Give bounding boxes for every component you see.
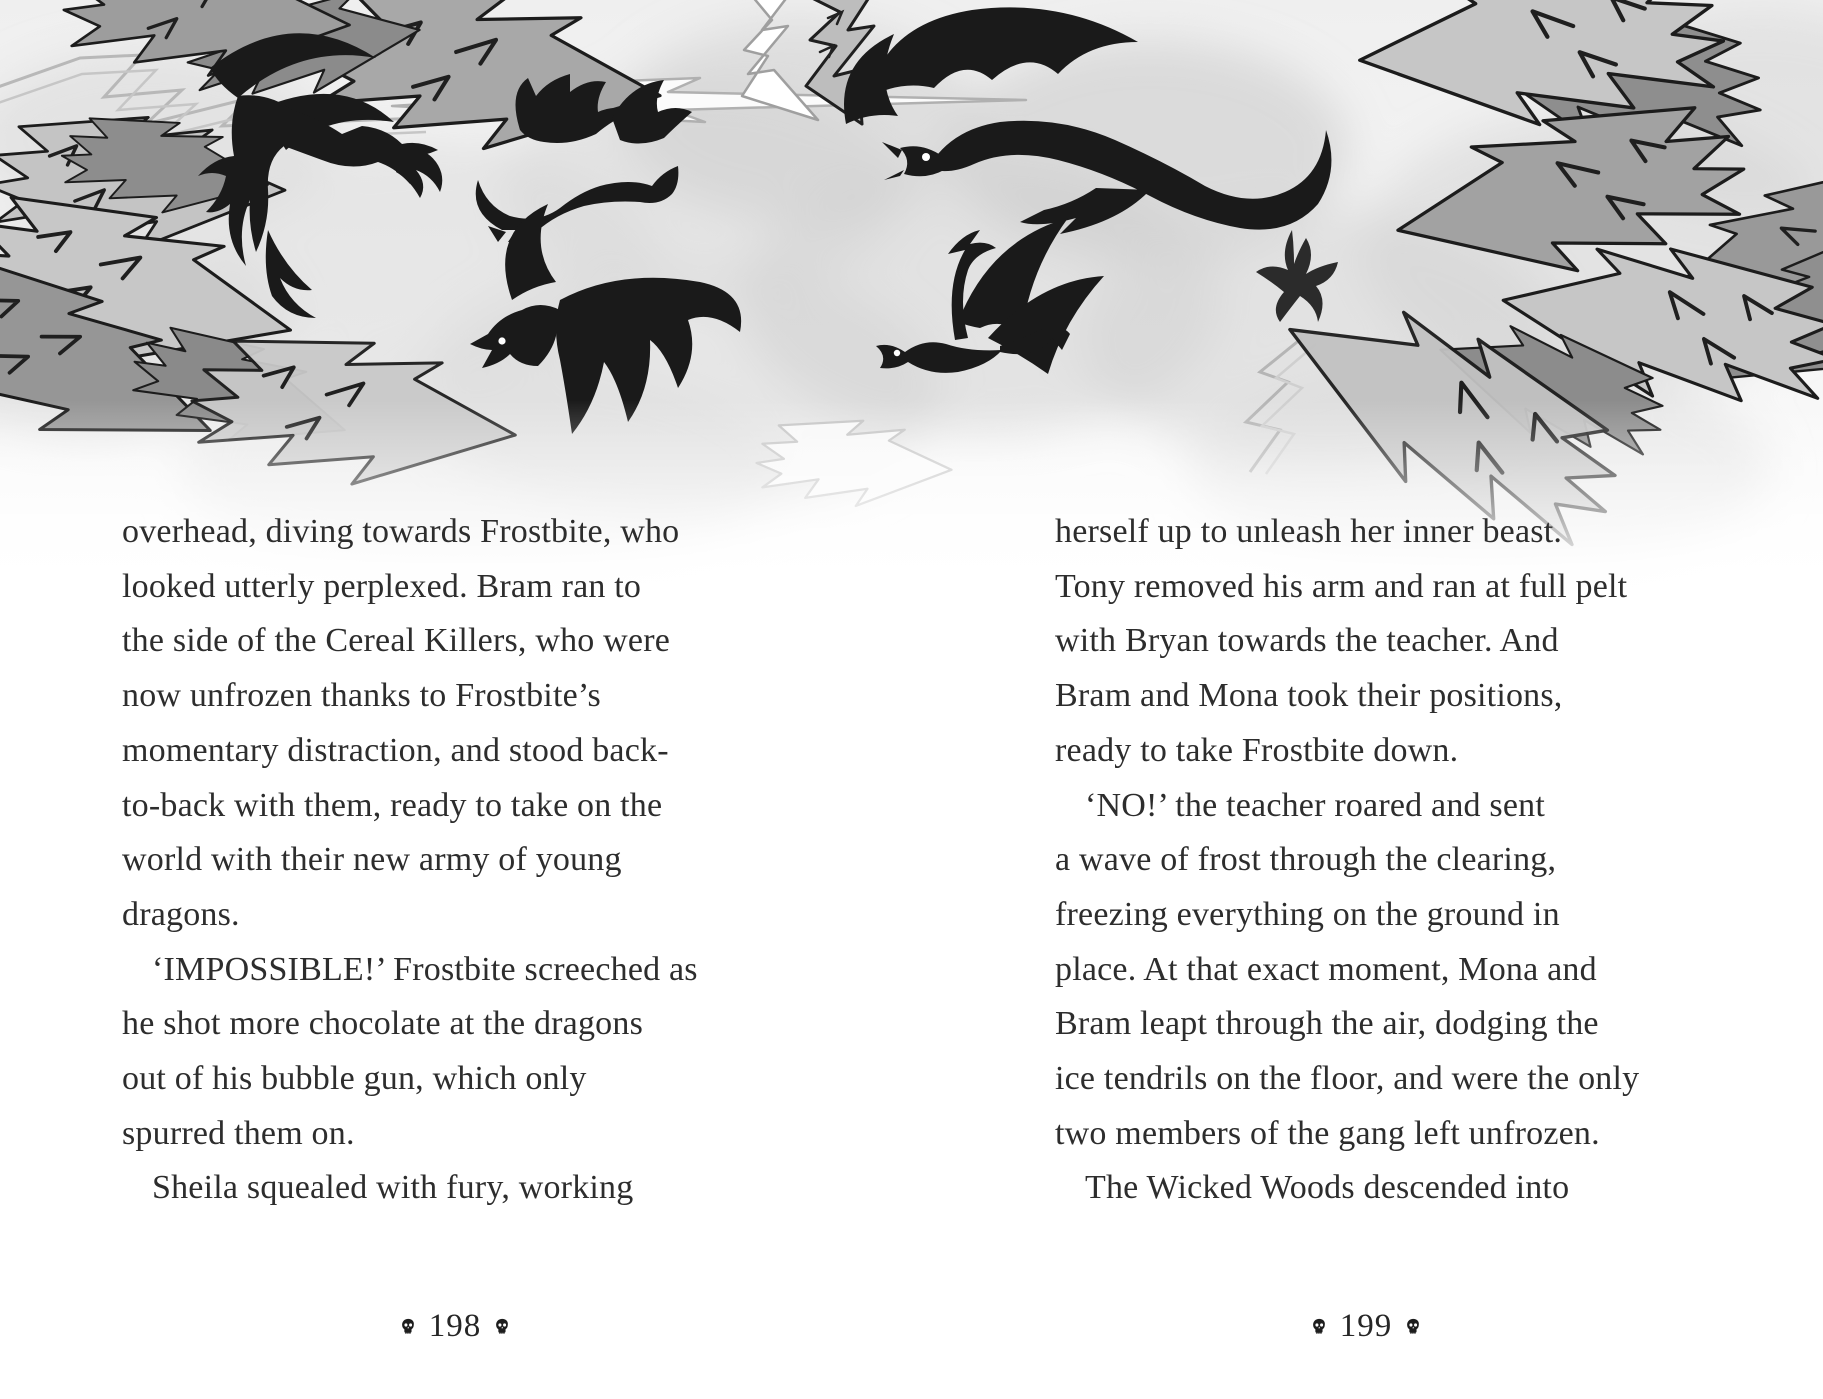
- text-line: The Wicked Woods descended into: [1085, 1169, 1570, 1207]
- text-line: Bram leapt through the air, dodging the: [1055, 1005, 1599, 1043]
- text-line: ‘IMPOSSIBLE!’ Frostbite screeched as: [152, 950, 698, 988]
- text-line: he shot more chocolate at the dragons: [122, 1005, 644, 1043]
- text-line: world with their new army of young: [122, 841, 622, 879]
- text-line: to-back with them, ready to take on the: [122, 786, 663, 824]
- page-left-footer: [401, 1306, 510, 1346]
- text-line: dragons.: [122, 895, 240, 933]
- text-line: ready to take Frostbite down.: [1055, 731, 1459, 769]
- text-line: looked utterly perplexed. Bram ran to: [122, 567, 642, 605]
- text-line: overhead, diving towards Frostbite, who: [122, 513, 680, 550]
- text-line: two members of the gang left unfrozen.: [1055, 1114, 1600, 1152]
- text-line: momentary distraction, and stood back-: [122, 731, 669, 769]
- text-line: ‘NO!’ the teacher roared and sent: [1085, 786, 1546, 824]
- page-number: 199: [1339, 1308, 1393, 1344]
- skull-icon: [1312, 1318, 1327, 1335]
- text-line: Tony removed his arm and ran at full pelt: [1055, 567, 1628, 605]
- skull-icon: [1405, 1318, 1420, 1335]
- text-line: with Bryan towards the teacher. And: [1055, 622, 1559, 660]
- skull-icon: [494, 1318, 509, 1335]
- text-line: Sheila squealed with fury, working: [152, 1169, 634, 1207]
- text-line: Bram and Mona took their positions,: [1055, 677, 1563, 715]
- skull-icon: [401, 1318, 416, 1335]
- page-right-text: [1055, 505, 1695, 1216]
- text-line: now unfrozen thanks to Frostbite’s: [122, 677, 601, 715]
- text-line: herself up to unleash her inner beast.: [1055, 513, 1563, 550]
- page-left-text: [122, 505, 702, 1216]
- page-right-footer: [1312, 1306, 1421, 1346]
- text-line: a wave of frost through the clearing,: [1055, 841, 1557, 879]
- text-line: place. At that exact moment, Mona and: [1055, 950, 1597, 988]
- text-line: freezing everything on the ground in: [1055, 895, 1560, 933]
- page-number: 198: [428, 1308, 482, 1344]
- text-line: ice tendrils on the floor, and were the only: [1055, 1060, 1640, 1098]
- text-line: out of his bubble gun, which only: [122, 1060, 587, 1098]
- text-line: the side of the Cereal Killers, who were: [122, 622, 671, 660]
- text-line: spurred them on.: [122, 1114, 355, 1152]
